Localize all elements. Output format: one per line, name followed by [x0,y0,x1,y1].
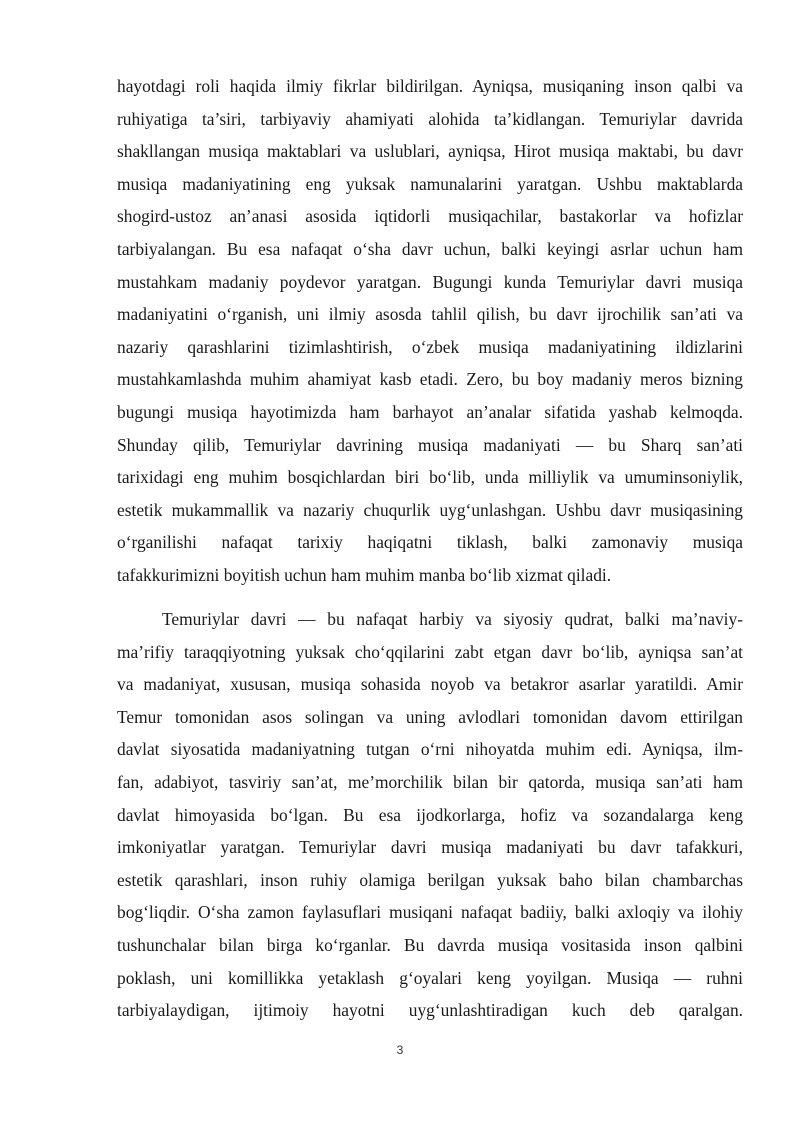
text-line: madaniyatini o‘rganish, uni ilmiy asosda tahlil qilish, bu davr ijrochilik san’ati va [117,304,743,325]
paragraph-2 [117,603,743,1027]
text-line: o‘rganilishi nafaqat tarixiy haqiqatni tiklash, balki zamonaviy musiqa [117,532,743,553]
text-line: tarbiyalaydigan, ijtimoiy hayotni uyg‘unlashtiradigan kuch deb qaralgan. [117,1000,743,1021]
text-line: musiqa madaniyatining eng yuksak namunalarini yaratgan. Ushbu maktablarda [117,173,743,194]
text-line: poklash, uni komillikka yetaklash g‘oyalari keng yoyilgan. Musiqa — ruhni [117,967,743,988]
page-number: 3 [396,1043,404,1057]
paragraph-1 [117,70,743,592]
text-line: tarbiyalangan. Bu esa nafaqat o‘sha davr uchun, balki keyingi asrlar uchun ham [117,238,743,259]
text-line: davlat siyosatida madaniyatning tutgan o‘rni nihoyatda muhim edi. Ayniqsa, ilm- [117,739,743,760]
text-line: mustahkam madaniy poydevor yaratgan. Bugungi kunda Temuriylar davri musiqa [117,271,743,292]
text-line: imkoniyatlar yaratgan. Temuriylar davri musiqa madaniyati bu davr tafakkuri, [117,837,743,858]
text-line: estetik qarashlari, inson ruhiy olamiga berilgan yuksak baho bilan chambarchas [117,869,743,890]
text-line: estetik mukammallik va nazariy chuqurlik uyg‘unlashgan. Ushbu davr musiqasining [117,499,743,520]
text-line: bog‘liqdir. O‘sha zamon faylasuflari musiqani nafaqat badiiy, balki axloqiy va ilohiy [117,902,743,923]
text-line: fan, adabiyot, tasviriy san’at, me’morchilik bilan bir qatorda, musiqa san’ati ham [117,771,743,792]
text-line: Shunday qilib, Temuriylar davrining musiqa madaniyati — bu Sharq san’ati [117,434,743,455]
text-line: mustahkamlashda muhim ahamiyat kasb etadi. Zero, bu boy madaniy meros bizning [117,369,743,390]
text-line: shakllangan musiqa maktablari va uslublari, ayniqsa, Hirot musiqa maktabi, bu davr [117,141,743,162]
text-line: hayotdagi roli haqida ilmiy fikrlar bildirilgan. Ayniqsa, musiqaning inson qalbi va [117,76,743,96]
text-line: davlat himoyasida bo‘lgan. Bu esa ijodkorlarga, hofiz va sozandalarga keng [117,804,743,825]
text-line: ruhiyatiga ta’siri, tarbiyaviy ahamiyati alohida ta’kidlangan. Temuriylar davrida [117,108,743,129]
text-line: bugungi musiqa hayotimizda ham barhayot an’analar sifatida yashab kelmoqda. [117,401,743,422]
text-line: tushunchalar bilan birga ko‘rganlar. Bu davrda musiqa vositasida inson qalbini [117,934,743,955]
text-line: tarixidagi eng muhim bosqichlardan biri bo‘lib, unda milliylik va umuminsoniylik, [117,467,743,488]
text-line: Temuriylar davri — bu nafaqat harbiy va siyosiy qudrat, balki ma’naviy- [162,609,743,629]
text-line: Temur tomonidan asos solingan va uning avlodlari tomonidan davom ettirilgan [117,706,743,727]
text-line: tafakkurimizni boyitish uchun ham muhim manba bo‘lib xizmat qiladi. [117,564,612,585]
text-line: nazariy qarashlarini tizimlashtirish, o‘zbek musiqa madaniyatining ildizlarini [117,336,743,357]
text-line: shogird-ustoz an’anasi asosida iqtidorli musiqachilar, bastakorlar va hofizlar [117,206,743,227]
text-line: va madaniyat, xususan, musiqa sohasida noyob va betakror asarlar yaratildi. Amir [117,674,743,695]
text-line: ma’rifiy taraqqiyotning yuksak cho‘qqilarini zabt etgan davr bo‘lib, ayniqsa san’at [117,641,743,662]
